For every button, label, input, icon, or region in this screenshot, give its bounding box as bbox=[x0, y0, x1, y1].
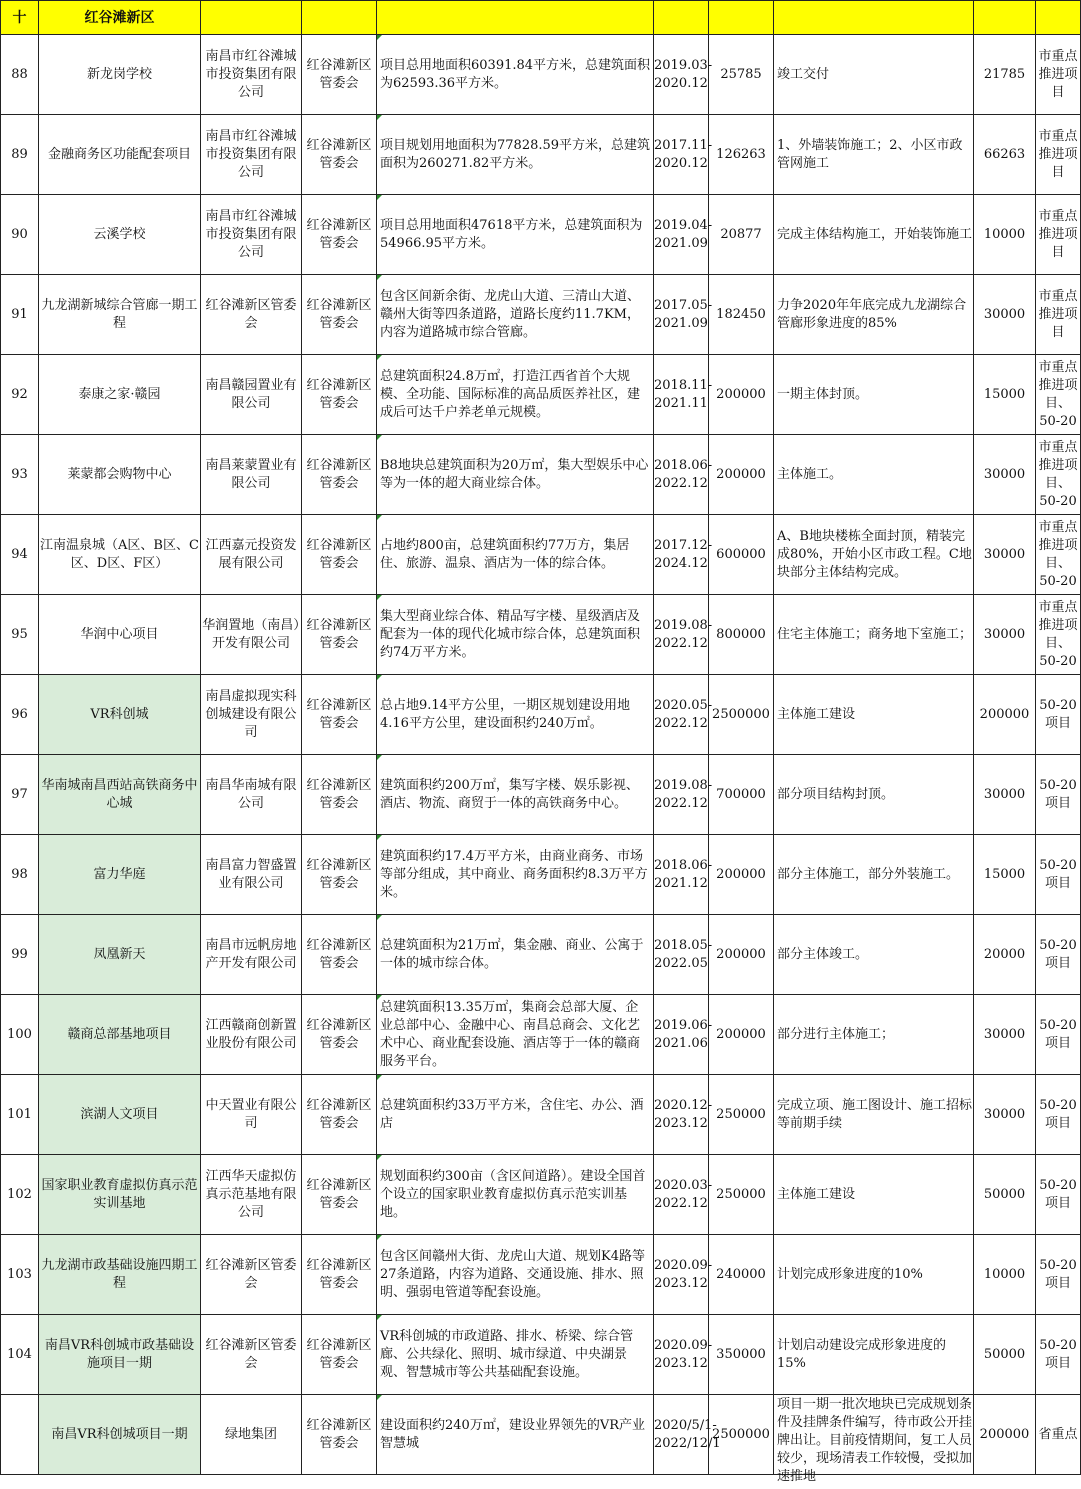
section-number: 十 bbox=[1, 1, 39, 35]
project-type: 市重点推进项目 bbox=[1036, 275, 1081, 355]
section-header-row bbox=[1, 1, 1081, 35]
table-row bbox=[1, 515, 1081, 595]
row-number: 101 bbox=[1, 1075, 39, 1155]
owner-unit: 南昌市红谷滩城市投资集团有限公司 bbox=[201, 115, 302, 195]
project-type: 50-20项目 bbox=[1036, 675, 1081, 755]
project-name: 云溪学校 bbox=[39, 195, 201, 275]
owner-unit: 红谷滩新区管委会 bbox=[201, 1235, 302, 1315]
total-investment: 800000 bbox=[709, 595, 774, 675]
progress-target: 项目一期一批次地块已完成规划条件及挂牌条件编写，待市政公开挂牌出让。目前疫情期间，复工人员较少，现场清表工作较慢，受拟加速推地 bbox=[774, 1395, 974, 1475]
project-name: 莱蒙都会购物中心 bbox=[39, 435, 201, 515]
annual-investment: 15000 bbox=[974, 835, 1036, 915]
responsible-dept: 红谷滩新区管委会 bbox=[302, 675, 377, 755]
table-row bbox=[1, 1315, 1081, 1395]
total-investment: 126263 bbox=[709, 115, 774, 195]
project-type: 50-20项目 bbox=[1036, 915, 1081, 995]
responsible-dept: 红谷滩新区管委会 bbox=[302, 115, 377, 195]
project-name: 九龙湖市政基础设施四期工程 bbox=[39, 1235, 201, 1315]
table-row bbox=[1, 435, 1081, 515]
project-description: 包含区间新余街、龙虎山大道、三清山大道、赣州大街等四条道路，道路长度约11.7KM，内容为道路城市综合管廊。 bbox=[377, 275, 654, 355]
owner-unit: 南昌赣园置业有限公司 bbox=[201, 355, 302, 435]
row-number: 90 bbox=[1, 195, 39, 275]
row-number: 97 bbox=[1, 755, 39, 835]
responsible-dept: 红谷滩新区管委会 bbox=[302, 1315, 377, 1395]
project-type: 市重点推进项目 bbox=[1036, 35, 1081, 115]
project-type: 50-20项目 bbox=[1036, 1075, 1081, 1155]
table-row bbox=[1, 1155, 1081, 1235]
project-description: 占地约800亩，总建筑面积约77万方，集居住、旅游、温泉、酒店为一体的综合体。 bbox=[377, 515, 654, 595]
total-investment: 182450 bbox=[709, 275, 774, 355]
section-title: 红谷滩新区 bbox=[39, 1, 201, 35]
project-description: 总建筑面积为21万㎡，集金融、商业、公寓于一体的城市综合体。 bbox=[377, 915, 654, 995]
owner-unit: 绿地集团 bbox=[201, 1395, 302, 1475]
owner-unit: 南昌莱蒙置业有限公司 bbox=[201, 435, 302, 515]
progress-target: 力争2020年年底完成九龙湖综合管廊形象进度的85% bbox=[774, 275, 974, 355]
construction-period: 2020.12-2023.12 bbox=[654, 1075, 709, 1155]
annual-investment: 21785 bbox=[974, 35, 1036, 115]
row-number: 94 bbox=[1, 515, 39, 595]
table-row bbox=[1, 355, 1081, 435]
row-number: 96 bbox=[1, 675, 39, 755]
table-row bbox=[1, 195, 1081, 275]
project-type: 50-20项目 bbox=[1036, 1155, 1081, 1235]
owner-unit: 红谷滩新区管委会 bbox=[201, 275, 302, 355]
owner-unit: 江西赣商创新置业股份有限公司 bbox=[201, 995, 302, 1075]
progress-target: 主体施工建设 bbox=[774, 1155, 974, 1235]
annual-investment: 30000 bbox=[974, 515, 1036, 595]
project-name: 南昌VR科创城项目一期 bbox=[39, 1395, 201, 1475]
project-description: 总占地9.14平方公里，一期区规划建设用地4.16平方公里，建设面积约240万㎡。 bbox=[377, 675, 654, 755]
construction-period: 2018.11-2021.11 bbox=[654, 355, 709, 435]
project-name: 滨湖人文项目 bbox=[39, 1075, 201, 1155]
project-type: 市重点推进项目、50-20 bbox=[1036, 355, 1081, 435]
row-number: 99 bbox=[1, 915, 39, 995]
row-number: 98 bbox=[1, 835, 39, 915]
row-number: 91 bbox=[1, 275, 39, 355]
total-investment: 200000 bbox=[709, 435, 774, 515]
responsible-dept: 红谷滩新区管委会 bbox=[302, 1155, 377, 1235]
project-type: 市重点推进项目 bbox=[1036, 115, 1081, 195]
project-name: 国家职业教育虚拟仿真示范实训基地 bbox=[39, 1155, 201, 1235]
project-name: 新龙岗学校 bbox=[39, 35, 201, 115]
construction-period: 2020.09-2023.12 bbox=[654, 1235, 709, 1315]
total-investment: 700000 bbox=[709, 755, 774, 835]
owner-unit: 红谷滩新区管委会 bbox=[201, 1315, 302, 1395]
total-investment: 350000 bbox=[709, 1315, 774, 1395]
annual-investment: 10000 bbox=[974, 1235, 1036, 1315]
annual-investment: 200000 bbox=[974, 675, 1036, 755]
project-description: 总建筑面积24.8万㎡，打造江西省首个大规模、全功能、国际标准的高品质医养社区，建成后可达千户养老单元规模。 bbox=[377, 355, 654, 435]
total-investment: 2500000 bbox=[709, 675, 774, 755]
project-name: 南昌VR科创城市政基础设施项目一期 bbox=[39, 1315, 201, 1395]
owner-unit: 江西嘉元投资发展有限公司 bbox=[201, 515, 302, 595]
project-name: 赣商总部基地项目 bbox=[39, 995, 201, 1075]
project-description: 总建筑面积13.35万㎡，集商会总部大厦、企业总部中心、金融中心、南昌总商会、文化艺术中心、商业配套设施、酒店等于一体的赣商服务平台。 bbox=[377, 995, 654, 1075]
construction-period: 2019.04-2021.09 bbox=[654, 195, 709, 275]
responsible-dept: 红谷滩新区管委会 bbox=[302, 995, 377, 1075]
annual-investment: 20000 bbox=[974, 915, 1036, 995]
total-investment: 600000 bbox=[709, 515, 774, 595]
table-row bbox=[1, 915, 1081, 995]
progress-target: 计划完成形象进度的10% bbox=[774, 1235, 974, 1315]
construction-period: 2017.11-2020.12 bbox=[654, 115, 709, 195]
owner-unit: 南昌市红谷滩城市投资集团有限公司 bbox=[201, 195, 302, 275]
annual-investment: 30000 bbox=[974, 995, 1036, 1075]
progress-target: 1、外墙装饰施工；2、小区市政管网施工 bbox=[774, 115, 974, 195]
construction-period: 2018.06-2022.12 bbox=[654, 435, 709, 515]
construction-period: 2019.08-2022.12 bbox=[654, 755, 709, 835]
construction-period: 2019.03-2020.12 bbox=[654, 35, 709, 115]
progress-target: 完成主体结构施工，开始装饰施工 bbox=[774, 195, 974, 275]
project-description: B8地块总建筑面积为20万㎡，集大型娱乐中心等为一体的超大商业综合体。 bbox=[377, 435, 654, 515]
project-type: 50-20项目 bbox=[1036, 1315, 1081, 1395]
table-row bbox=[1, 675, 1081, 755]
responsible-dept: 红谷滩新区管委会 bbox=[302, 515, 377, 595]
project-name: VR科创城 bbox=[39, 675, 201, 755]
project-type: 50-20项目 bbox=[1036, 755, 1081, 835]
progress-target: 计划启动建设完成形象进度的15% bbox=[774, 1315, 974, 1395]
annual-investment: 30000 bbox=[974, 595, 1036, 675]
annual-investment: 30000 bbox=[974, 435, 1036, 515]
row-number: 89 bbox=[1, 115, 39, 195]
project-name: 江南温泉城（A区、B区、C区、D区、F区） bbox=[39, 515, 201, 595]
responsible-dept: 红谷滩新区管委会 bbox=[302, 275, 377, 355]
progress-target: 完成立项、施工图设计、施工招标等前期手续 bbox=[774, 1075, 974, 1155]
owner-unit: 华润置地（南昌）开发有限公司 bbox=[201, 595, 302, 675]
construction-period: 2019.08-2022.12 bbox=[654, 595, 709, 675]
construction-period: 2018.05-2022.05 bbox=[654, 915, 709, 995]
project-name: 泰康之家·赣园 bbox=[39, 355, 201, 435]
construction-period: 2020.03-2022.12 bbox=[654, 1155, 709, 1235]
responsible-dept: 红谷滩新区管委会 bbox=[302, 835, 377, 915]
table-row bbox=[1, 115, 1081, 195]
project-type: 省重点 bbox=[1036, 1395, 1081, 1475]
project-description: 建筑面积约200万㎡，集写字楼、娱乐影视、酒店、物流、商贸于一体的高铁商务中心。 bbox=[377, 755, 654, 835]
project-name: 华润中心项目 bbox=[39, 595, 201, 675]
project-type: 50-20项目 bbox=[1036, 1235, 1081, 1315]
annual-investment: 10000 bbox=[974, 195, 1036, 275]
construction-period: 2020.05-2022.12 bbox=[654, 675, 709, 755]
annual-investment: 200000 bbox=[974, 1395, 1036, 1475]
construction-period: 2019.06-2021.06 bbox=[654, 995, 709, 1075]
row-number: 102 bbox=[1, 1155, 39, 1235]
row-number: 92 bbox=[1, 355, 39, 435]
construction-period: 2018.06-2021.12 bbox=[654, 835, 709, 915]
project-description: 包含区间赣州大街、龙虎山大道、规划K4路等27条道路，内容为道路、交通设施、排水、照明、强弱电管道等配套设施。 bbox=[377, 1235, 654, 1315]
owner-unit: 南昌富力智盛置业有限公司 bbox=[201, 835, 302, 915]
project-description: 项目规划用地面积为77828.59平方米，总建筑面积为260271.82平方米。 bbox=[377, 115, 654, 195]
row-number: 95 bbox=[1, 595, 39, 675]
project-type: 市重点推进项目、50-20 bbox=[1036, 515, 1081, 595]
responsible-dept: 红谷滩新区管委会 bbox=[302, 595, 377, 675]
annual-investment: 66263 bbox=[974, 115, 1036, 195]
responsible-dept: 红谷滩新区管委会 bbox=[302, 435, 377, 515]
progress-target: 主体施工建设 bbox=[774, 675, 974, 755]
row-number: 93 bbox=[1, 435, 39, 515]
table-row bbox=[1, 755, 1081, 835]
responsible-dept: 红谷滩新区管委会 bbox=[302, 1075, 377, 1155]
project-description: 规划面积约300亩（含区间道路）。建设全国首个设立的国家职业教育虚拟仿真示范实训基地。 bbox=[377, 1155, 654, 1235]
owner-unit: 南昌市远帆房地产开发有限公司 bbox=[201, 915, 302, 995]
construction-period: 2020.09-2023.12 bbox=[654, 1315, 709, 1395]
responsible-dept: 红谷滩新区管委会 bbox=[302, 755, 377, 835]
project-name: 凤凰新天 bbox=[39, 915, 201, 995]
total-investment: 25785 bbox=[709, 35, 774, 115]
progress-target: 住宅主体施工；商务地下室施工； bbox=[774, 595, 974, 675]
total-investment: 250000 bbox=[709, 1075, 774, 1155]
progress-target: 部分主体施工，部分外装施工。 bbox=[774, 835, 974, 915]
total-investment: 200000 bbox=[709, 835, 774, 915]
owner-unit: 南昌虚拟现实科创城建设有限公司 bbox=[201, 675, 302, 755]
owner-unit: 江西华天虚拟仿真示范基地有限公司 bbox=[201, 1155, 302, 1235]
total-investment: 250000 bbox=[709, 1155, 774, 1235]
construction-period: 2017.05-2021.09 bbox=[654, 275, 709, 355]
annual-investment: 50000 bbox=[974, 1315, 1036, 1395]
responsible-dept: 红谷滩新区管委会 bbox=[302, 195, 377, 275]
project-description: 建设面积约240万㎡，建设业界领先的VR产业智慧城 bbox=[377, 1395, 654, 1475]
total-investment: 200000 bbox=[709, 915, 774, 995]
table-row bbox=[1, 35, 1081, 115]
responsible-dept: 红谷滩新区管委会 bbox=[302, 1395, 377, 1475]
table-row bbox=[1, 275, 1081, 355]
project-name: 华南城南昌西站高铁商务中心城 bbox=[39, 755, 201, 835]
responsible-dept: 红谷滩新区管委会 bbox=[302, 915, 377, 995]
annual-investment: 50000 bbox=[974, 1155, 1036, 1235]
project-description: 集大型商业综合体、精品写字楼、星级酒店及配套为一体的现代化城市综合体，总建筑面积约74万平方米。 bbox=[377, 595, 654, 675]
owner-unit: 南昌市红谷滩城市投资集团有限公司 bbox=[201, 35, 302, 115]
annual-investment: 30000 bbox=[974, 275, 1036, 355]
row-number: 100 bbox=[1, 995, 39, 1075]
total-investment: 2500000 bbox=[709, 1395, 774, 1475]
progress-target: 主体施工。 bbox=[774, 435, 974, 515]
table-row bbox=[1, 1075, 1081, 1155]
project-name: 富力华庭 bbox=[39, 835, 201, 915]
table-row bbox=[1, 995, 1081, 1075]
project-description: 项目总用地面积60391.84平方米，总建筑面积为62593.36平方米。 bbox=[377, 35, 654, 115]
project-type: 50-20项目 bbox=[1036, 835, 1081, 915]
total-investment: 240000 bbox=[709, 1235, 774, 1315]
construction-period: 2017.12-2024.12 bbox=[654, 515, 709, 595]
table-row bbox=[1, 835, 1081, 915]
construction-period: 2020/5/1-2022/12/1 bbox=[654, 1395, 709, 1475]
progress-target: 部分主体竣工。 bbox=[774, 915, 974, 995]
progress-target: 一期主体封顶。 bbox=[774, 355, 974, 435]
annual-investment: 30000 bbox=[974, 755, 1036, 835]
table-row bbox=[1, 1235, 1081, 1315]
project-description: 项目总用地面积47618平方米，总建筑面积为54966.95平方米。 bbox=[377, 195, 654, 275]
progress-target: 竣工交付 bbox=[774, 35, 974, 115]
progress-target: A、B地块楼栋全面封顶，精装完成80%，开始小区市政工程。C地块部分主体结构完成。 bbox=[774, 515, 974, 595]
total-investment: 200000 bbox=[709, 995, 774, 1075]
row-number bbox=[1, 1395, 39, 1475]
total-investment: 200000 bbox=[709, 355, 774, 435]
row-number: 104 bbox=[1, 1315, 39, 1395]
project-type: 市重点推进项目、50-20 bbox=[1036, 595, 1081, 675]
project-name: 九龙湖新城综合管廊一期工程 bbox=[39, 275, 201, 355]
responsible-dept: 红谷滩新区管委会 bbox=[302, 35, 377, 115]
total-investment: 20877 bbox=[709, 195, 774, 275]
project-description: 总建筑面积约33万平方米，含住宅、办公、酒店 bbox=[377, 1075, 654, 1155]
progress-target: 部分进行主体施工； bbox=[774, 995, 974, 1075]
table-row bbox=[1, 595, 1081, 675]
row-number: 103 bbox=[1, 1235, 39, 1315]
row-number: 88 bbox=[1, 35, 39, 115]
project-description: 建筑面积约17.4万平方米，由商业商务、市场等部分组成，其中商业、商务面积约8.3万平方米。 bbox=[377, 835, 654, 915]
responsible-dept: 红谷滩新区管委会 bbox=[302, 1235, 377, 1315]
table-row bbox=[1, 1395, 1081, 1475]
owner-unit: 南昌华南城有限公司 bbox=[201, 755, 302, 835]
project-name: 金融商务区功能配套项目 bbox=[39, 115, 201, 195]
project-description: VR科创城的市政道路、排水、桥梁、综合管廊、公共绿化、照明、城市绿道、中央湖景观、智慧城市等公共基础配套设施。 bbox=[377, 1315, 654, 1395]
project-type: 市重点推进项目 bbox=[1036, 195, 1081, 275]
project-type: 50-20项目 bbox=[1036, 995, 1081, 1075]
annual-investment: 30000 bbox=[974, 1075, 1036, 1155]
progress-target: 部分项目结构封顶。 bbox=[774, 755, 974, 835]
annual-investment: 15000 bbox=[974, 355, 1036, 435]
responsible-dept: 红谷滩新区管委会 bbox=[302, 355, 377, 435]
owner-unit: 中天置业有限公司 bbox=[201, 1075, 302, 1155]
project-type: 市重点推进项目、50-20 bbox=[1036, 435, 1081, 515]
